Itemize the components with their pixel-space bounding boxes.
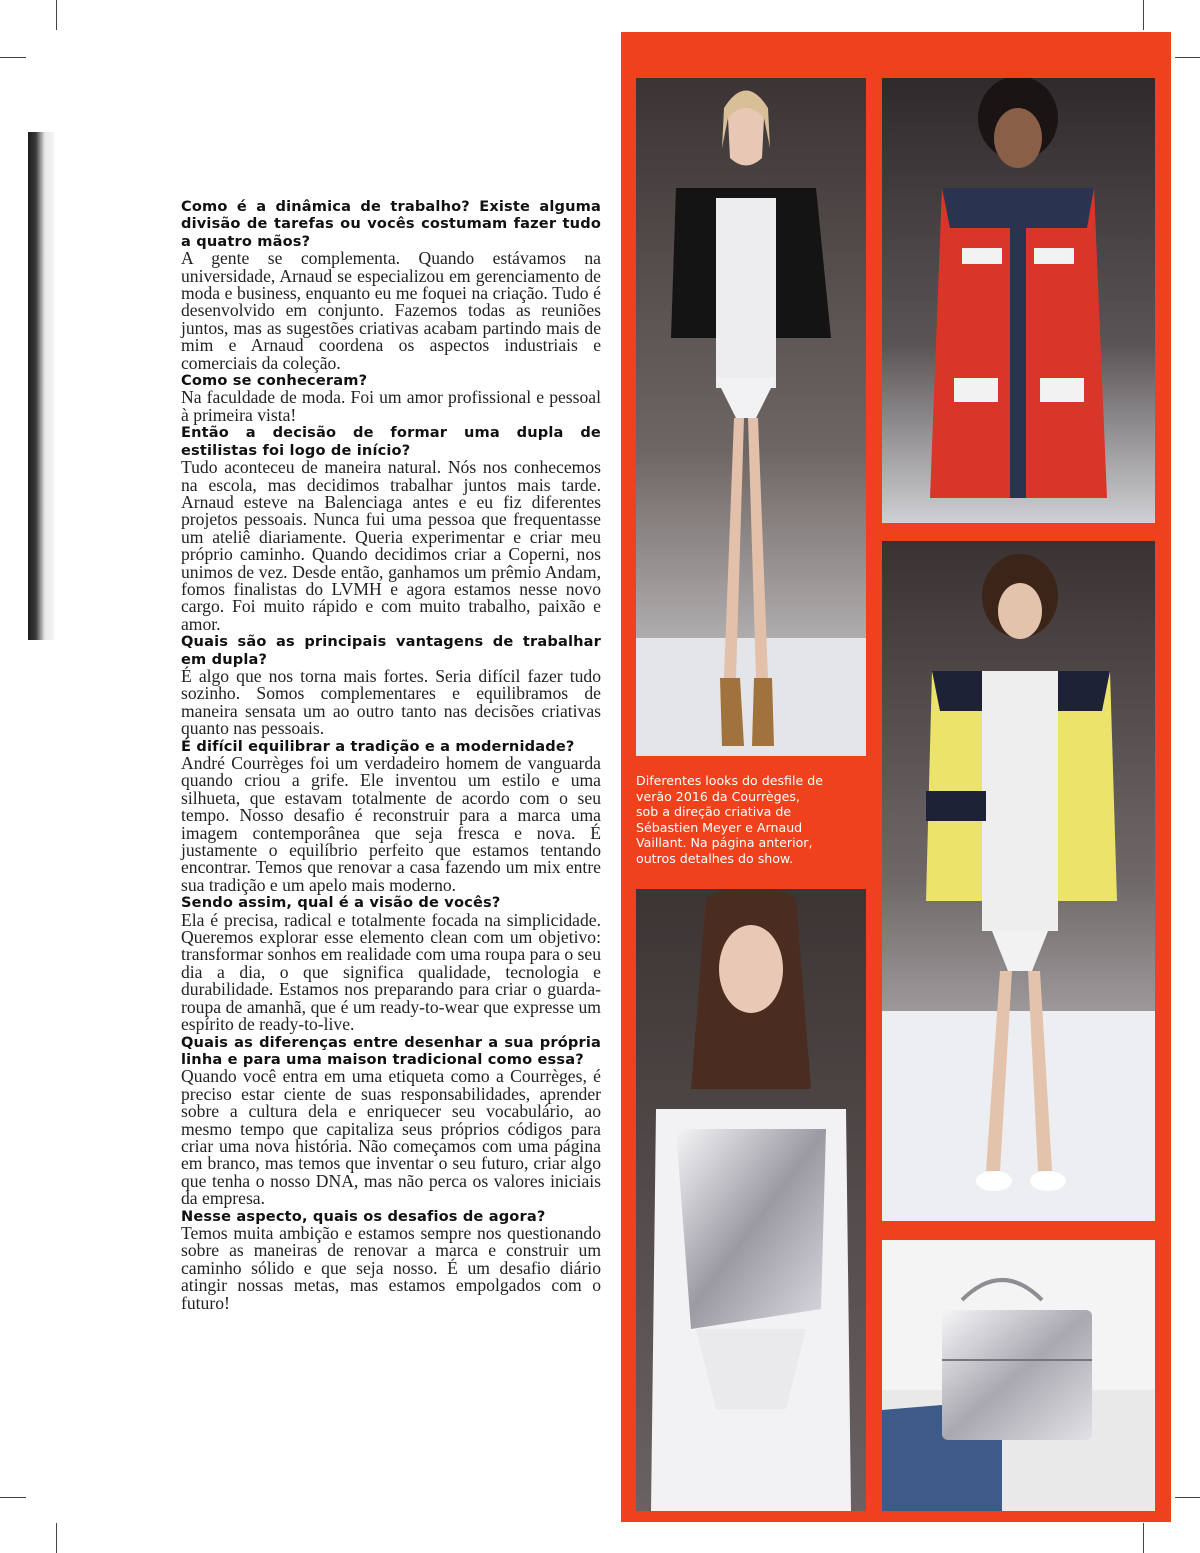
- caption-line: verão 2016 da Courrèges,: [636, 788, 800, 804]
- caption-line: Diferentes looks do desfile de: [636, 773, 823, 788]
- question: Sendo assim, qual é a visão de vocês?: [181, 894, 501, 912]
- interview-text: [181, 198, 601, 1312]
- caption-line: Vaillant. Na página anterior,: [636, 835, 813, 850]
- crop-mark: [1143, 1523, 1144, 1553]
- answer: É algo que nos torna mais fortes. Seria difícil fazer tudo sozinho. Somos complementares e equilibramos de maneira sensata um ao outro tanto nas decisões criativas quanto nas pessoais.: [181, 665, 601, 739]
- question: Como é a dinâmica de trabalho? Existe alguma divisão de tarefas ou vocês costumam fazer tudo a quatro mãos?: [181, 198, 601, 250]
- photo-caption: [636, 773, 854, 866]
- question: É difícil equilibrar a tradição e a modernidade?: [181, 737, 575, 755]
- answer: André Courrèges foi um verdadeiro homem de vanguarda quando criou a grife. Ele inventou um estilo e uma silhueta, que estavam totalmente de acordo com o seu tempo. Nosso desafio é reconstruir para a marca uma imagem contemporânea que seja fresca e nova. É justamente o equilíbrio perfeito que estamos tentando encontrar. Temos que renovar a casa fazendo um mix entre sua tradição e um apelo mais moderno.: [181, 753, 601, 895]
- answer: Tudo aconteceu de maneira natural. Nós nos conhecemos na escola, mas decidimos trabalhar juntos mais tarde. Arnaud esteve na Balenciaga antes e eu fiz diferentes projetos pessoais. Nunca fui uma pessoa que frequentasse um ateliê diariamente. Queria experimentar e criar meu próprio caminho. Quando decidimos criar a Coperni, nos unimos de vez. Desde então, ganhamos um prêmio Andam, fomos finalistas do LVMH e agora estamos nesse novo cargo. Foi muito rápido e com muito trabalho, paixão e amor.: [181, 457, 601, 634]
- question: Nesse aspecto, quais os desafios de agora?: [181, 1207, 546, 1225]
- crop-mark: [1175, 1497, 1200, 1498]
- runway-photo-silver-vest: [636, 889, 866, 1511]
- question: Quais são as principais vantagens de trabalhar em dupla?: [181, 633, 601, 668]
- answer: Na faculdade de moda. Foi um amor profissional e pessoal à primeira vista!: [181, 387, 601, 425]
- answer: A gente se complementa. Quando estávamos na universidade, Arnaud se especializou em gerenciamento de moda e business, enquanto eu me foquei na criação. Tudo é desenvolvido em conjunto. Fazemos todas as reuniões juntos, mas as sugestões criativas acabam partindo mais de mim e Arnaud coordena os aspectos industriais e comerciais da coleção.: [181, 248, 601, 373]
- crop-mark: [56, 1523, 57, 1553]
- runway-photo-red-dress: [882, 78, 1155, 523]
- runway-photo-black-jacket: [636, 78, 866, 756]
- answer: Quando você entra em uma etiqueta como a Courrèges, é preciso estar ciente de suas responsabilidades, aprender sobre a cultura dela e enriquecer seu vocabulário, ao mesmo tempo que capitaliza seus próprios códigos para criar uma nova história. Não começamos com uma página em branco, mas temos que inventar o seu futuro, criar algo que tenha o nosso DNA, mas não perca os valores iniciais da empresa.: [181, 1066, 601, 1209]
- crop-mark: [1175, 57, 1200, 58]
- answer: Temos muita ambição e estamos sempre nos questionando sobre as maneiras de renovar a marca e construir um caminho sólido e que seja nosso. É um desafio diário atingir nossas metas, mas estamos empolgados com o futuro!: [181, 1222, 601, 1313]
- crop-mark: [1143, 0, 1144, 30]
- crop-mark: [56, 0, 57, 30]
- previous-page-photo-edge: [28, 132, 54, 640]
- runway-photo-silver-bag: [882, 1240, 1155, 1511]
- answer: Ela é precisa, radical e totalmente focada na simplicidade. Queremos explorar esse elemento clean com um objetivo: transformar sonhos em realidade com uma roupa para o seu dia a dia, o que significa qualidade, tecnologia e durabilidade. Estamos nos preparando para criar o guarda-roupa de amanhã, que é um ready-to-wear que expresse um espírito de ready-to-live.: [181, 909, 601, 1035]
- question: Quais as diferenças entre desenhar a sua própria linha e para uma maison tradicional como essa?: [181, 1033, 601, 1068]
- caption-line: outros detalhes do show.: [636, 850, 794, 866]
- question: Então a decisão de formar uma dupla de estilistas foi logo de início?: [181, 424, 601, 459]
- runway-photo-yellow-jacket: [882, 541, 1155, 1221]
- crop-mark: [0, 57, 26, 58]
- caption-line: sob a direção criativa de: [636, 804, 792, 819]
- crop-mark: [0, 1497, 26, 1498]
- question: Como se conheceram?: [181, 372, 368, 390]
- caption-line: Sébastien Meyer e Arnaud: [636, 819, 803, 835]
